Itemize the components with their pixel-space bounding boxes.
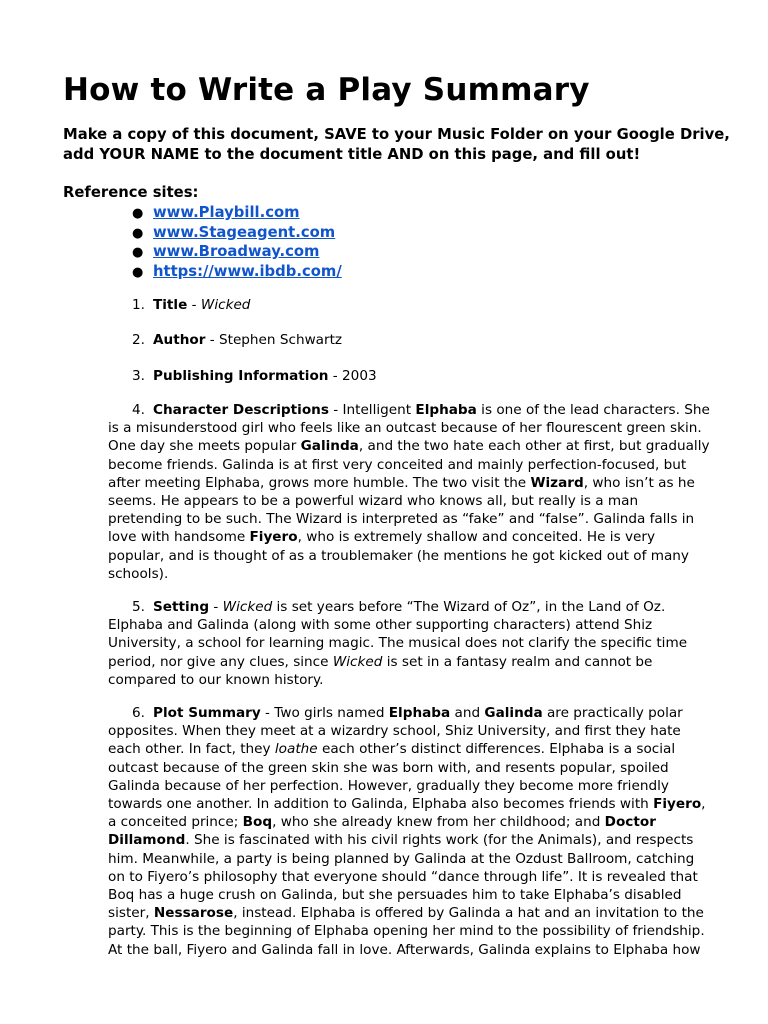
paragraph-line: towards one another. In addition to Galinda, Elphaba also becomes friends with Fiyero,	[108, 796, 706, 813]
section-label: Character Descriptions	[153, 402, 329, 418]
document-title: How to Write a Play Summary	[63, 72, 590, 108]
paragraph-line: University, a school for learning magic. The musical does not clarify the specific time	[108, 635, 688, 652]
paragraph-line: Boq has a huge crush on Galinda, but she persuades him to take Elphaba’s disabled	[108, 887, 682, 904]
section-value: Wicked	[200, 297, 251, 313]
paragraph-line: on to Fiyero’s philosophy that everyone should “dance through life”. It is revealed that	[108, 868, 698, 885]
paragraph-line: sister, Nessarose, instead. Elphaba is offered by Galinda a hat and an invitation to the	[108, 905, 704, 922]
bold-term: Galinda	[300, 438, 359, 455]
paragraph-line: seems. He appears to be a powerful wizard who knows all, but really is a man	[108, 493, 639, 510]
section-setting	[108, 598, 758, 689]
paragraph-line: him. Meanwhile, a party is being planned by Galinda at the Ozdust Ballroom, catching	[108, 850, 695, 867]
section-label: Author	[153, 332, 206, 348]
paragraph-line: Dillamond. She is fascinated with his civil rights work (for the Animals), and respects	[108, 832, 694, 849]
section-label: Title	[153, 297, 188, 313]
paragraph-line: schools).	[108, 565, 169, 582]
section-number: 3.	[132, 368, 145, 384]
paragraph-line: outcast because of the green skin she was born with, and resents popular, spoiled	[108, 759, 669, 776]
bold-term: Elphaba	[415, 402, 477, 418]
bullet-icon: ●	[132, 245, 144, 260]
list-item	[132, 242, 342, 262]
section-number: 2.	[132, 332, 145, 348]
section-label: Plot Summary	[153, 705, 261, 721]
bullet-icon: ●	[132, 206, 144, 221]
paragraph-line: 4. Character Descriptions - Intelligent Elphaba is one of the lead characters. She	[108, 401, 758, 419]
reference-links-list	[132, 203, 342, 281]
italic-term: Wicked	[222, 599, 273, 615]
list-item	[132, 262, 342, 282]
list-item	[132, 223, 342, 243]
bullet-icon: ●	[132, 225, 144, 241]
bold-term: Galinda	[484, 705, 543, 721]
section-publishing-information	[132, 367, 377, 385]
paragraph-line: each other. In fact, they loathe each other’s distinct differences. Elphaba is a social	[108, 741, 676, 758]
paragraph-line: 5. Setting - Wicked is set years before “The Wizard of Oz”, in the Land of Oz.	[108, 598, 758, 616]
paragraph-line: become friends. Galinda is at first very conceited and mainly perfection-focused, but	[108, 456, 687, 473]
paragraph-line: compared to our known history.	[108, 671, 324, 688]
section-number: 1.	[132, 297, 145, 313]
paragraph-line: after meeting Elphaba, grows more humble. The two visit the Wizard, who isn’t as he	[108, 474, 695, 491]
playbill-link[interactable]: www.Playbill.com	[153, 204, 300, 221]
section-number: 5.	[132, 599, 145, 615]
paragraph-line: popular, and is thought of as a troublemaker (he mentions he got kicked out of many	[108, 547, 689, 564]
bold-term: Elphaba	[388, 705, 451, 721]
paragraph-line: 6. Plot Summary - Two girls named Elphaba and Galinda are practically polar	[108, 704, 758, 722]
section-value: Stephen Schwartz	[218, 332, 343, 348]
ibdb-link[interactable]: https://www.ibdb.com/	[153, 262, 342, 280]
italic-term: Wicked	[332, 653, 383, 670]
section-author	[132, 331, 342, 349]
section-number: 4.	[132, 402, 145, 418]
instructions-text: Make a copy of this document, SAVE to your Music Folder on your Google Drive, add YOUR NAME to the document title AND on this page, and fill out!	[63, 126, 730, 163]
bullet-icon: ●	[132, 264, 144, 280]
section-title	[132, 296, 250, 314]
stageagent-link[interactable]: www.Stageagent.com	[153, 223, 336, 241]
list-item	[132, 203, 342, 223]
paragraph-line: One day she meets popular Galinda, and the two hate each other at first, but gradually	[108, 438, 710, 455]
bold-term: Nessarose	[153, 905, 234, 922]
bold-term: Fiyero	[249, 529, 298, 546]
section-label: Publishing Information	[153, 368, 329, 384]
section-separator: -	[328, 368, 343, 384]
paragraph-line: Elphaba and Galinda (along with some other supporting characters) attend Shiz	[108, 617, 653, 634]
section-label: Setting	[153, 599, 210, 615]
bold-term: Fiyero	[653, 796, 702, 813]
bold-term: Boq	[242, 814, 273, 831]
section-character-descriptions	[108, 401, 758, 583]
section-separator: -	[205, 332, 219, 348]
italic-term: loathe	[274, 741, 318, 758]
paragraph-line: love with handsome Fiyero, who is extremely shallow and conceited. He is very	[108, 529, 656, 546]
paragraph-line: pretending to be such. The Wizard is interpreted as “fake” and “false”. Galinda falls in	[108, 511, 695, 528]
paragraph-line: party. This is the beginning of Elphaba opening her mind to the possibility of friendship.	[108, 923, 705, 940]
broadway-link[interactable]: www.Broadway.com	[153, 243, 320, 260]
paragraph-line: At the ball, Fiyero and Galinda fall in love. Afterwards, Galinda explains to Elphaba how	[108, 941, 701, 958]
paragraph-line: period, nor give any clues, since Wicked is set in a fantasy realm and cannot be	[108, 653, 653, 670]
section-value: 2003	[342, 368, 377, 384]
paragraph-line: a conceited prince; Boq, who she already knew from her childhood; and Doctor	[108, 814, 656, 831]
section-plot-summary	[108, 704, 758, 959]
paragraph-line: Galinda because of her perfection. However, gradually they become more friendly	[108, 777, 669, 794]
reference-sites-heading: Reference sites:	[63, 184, 199, 201]
bold-term: Wizard	[530, 474, 584, 491]
section-number: 6.	[132, 705, 145, 721]
paragraph-line: is a misunderstood girl who feels like an outcast because of her flourescent green skin.	[108, 420, 702, 437]
section-separator: -	[187, 297, 201, 313]
bold-term: Doctor	[604, 814, 656, 831]
bold-term: Dillamond	[108, 832, 186, 849]
paragraph-line: opposites. When they meet at a wizardry school, Shiz University, and first they hate	[108, 723, 681, 740]
